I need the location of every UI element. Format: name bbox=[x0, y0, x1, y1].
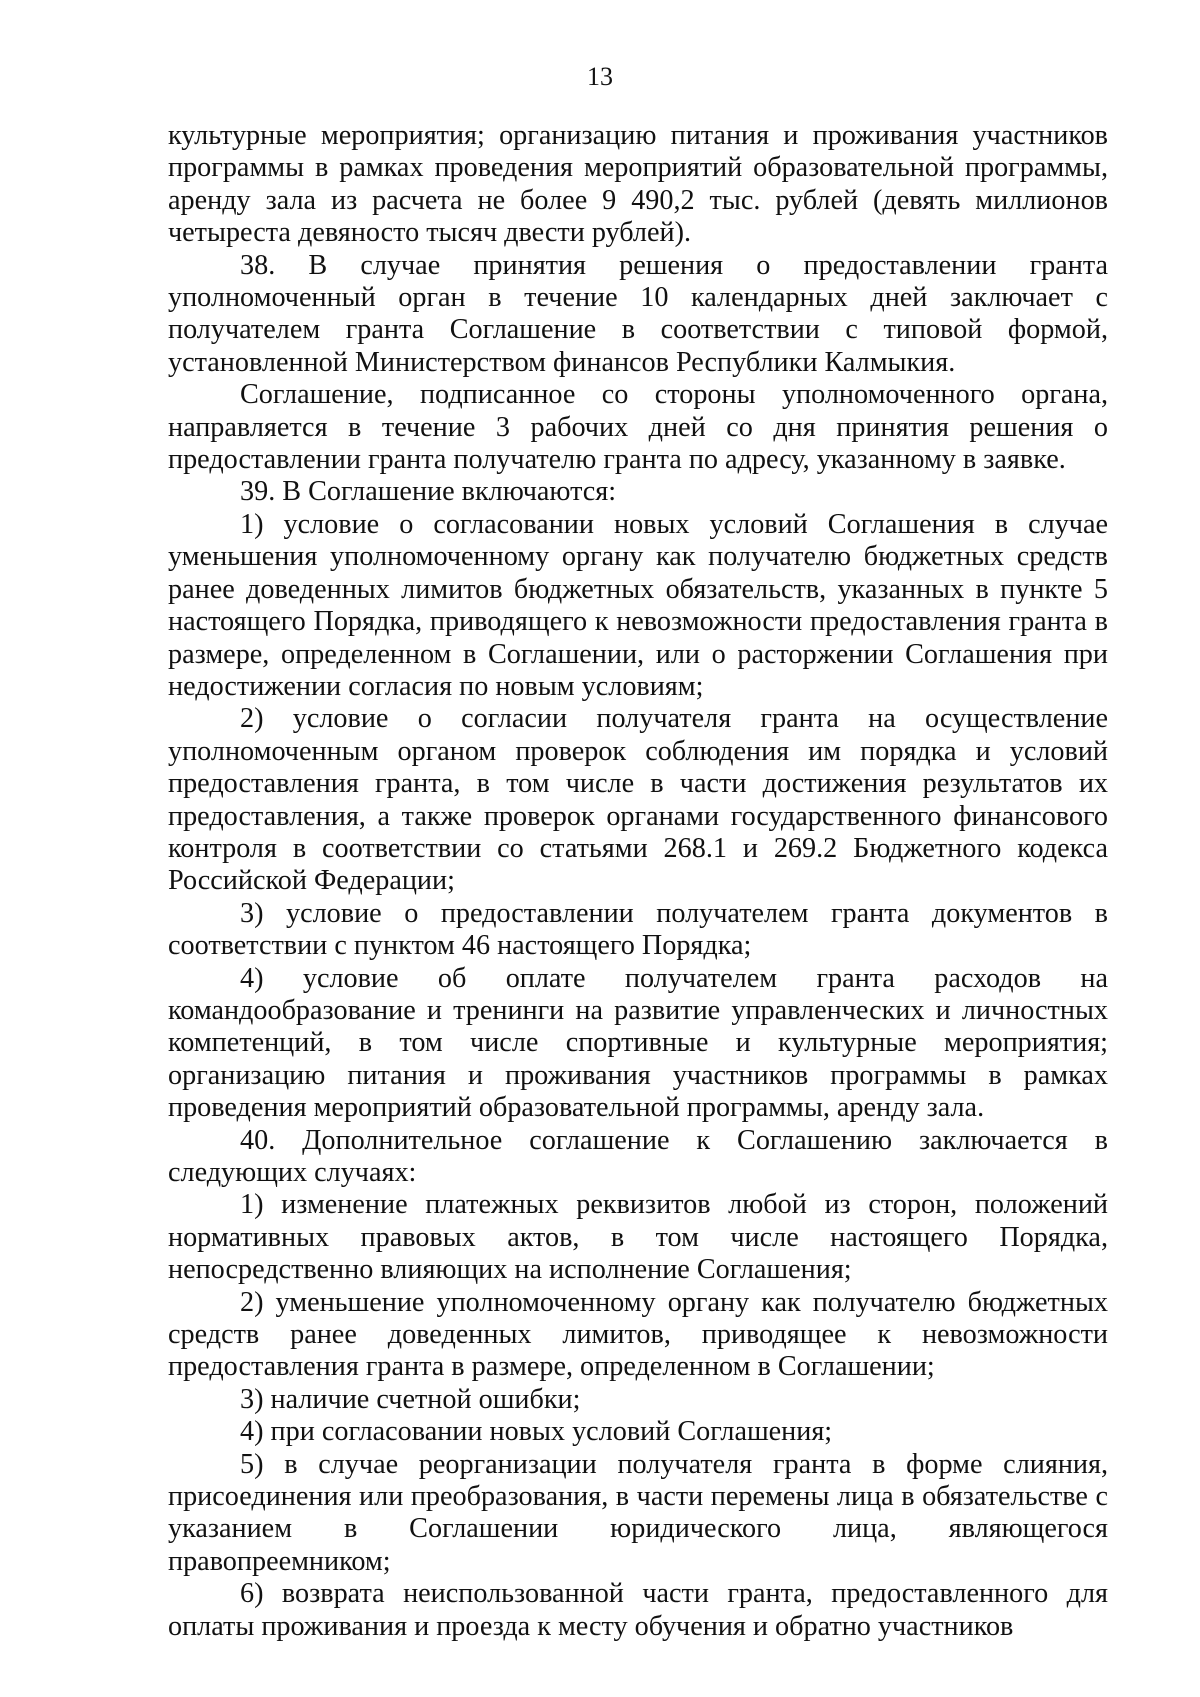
page-number: 13 bbox=[587, 62, 613, 91]
paragraph-40-sub-6: 6) возврата неиспользованной части гранта, предоставленного для оплаты проживания и проезда к месту обучения и обратно участников bbox=[168, 1578, 1108, 1642]
paragraph-item-39: 39. В Соглашение включаются: bbox=[240, 476, 617, 508]
paragraph-item-40: 40. Дополнительное соглашение к Соглашению заключается в следующих случаях: bbox=[168, 1124, 1108, 1188]
paragraph-agreement-sent: Соглашение, подписанное со стороны уполномоченного органа, направляется в течение 3 рабочих дней со дня принятия решения о предоставлении гранта получателю гранта по адресу, указанному в заявке. bbox=[168, 379, 1108, 476]
paragraph-39-sub-3: 3) условие о предоставлении получателем гранта документов в соответствии с пунктом 46 настоящего Порядка; bbox=[168, 897, 1108, 962]
paragraph-item-38: 38. В случае принятия решения о предоставлении гранта уполномоченный орган в течение 10 календарных дней заключает с получателем гранта Соглашение в соответствии с типовой формой, установленной Министерством финансов Республики Калмыкия. bbox=[168, 249, 1108, 378]
paragraph-40-sub-1: 1) изменение платежных реквизитов любой из сторон, положений нормативных правовых актов, в том числе настоящего Порядка, непосредственно влияющих на исполнение Соглашения; bbox=[168, 1189, 1108, 1286]
paragraph-40-sub-2: 2) уменьшение уполномоченному органу как получателю бюджетных средств ранее доведенных лимитов, приводящее к невозможности предоставления гранта в размере, определенном в Соглашении; bbox=[168, 1286, 1108, 1383]
paragraph-continuation: культурные мероприятия; организацию питания и проживания участников программы в рамках проведения мероприятий образовательной программы, аренду зала из расчета не более 9 490,2 тыс. рублей (девять миллионов четыреста девяносто тысяч двести рублей). bbox=[168, 120, 1108, 249]
paragraph-40-sub-4: 4) при согласовании новых условий Соглашения; bbox=[240, 1416, 833, 1448]
document-body bbox=[168, 120, 1108, 1643]
paragraph-39-sub-1: 1) условие о согласовании новых условий Соглашения в случае уменьшения уполномоченному органу как получателю бюджетных средств ранее доведенных лимитов бюджетных обязательств, указанных в пункте 5 настоящего Порядка, приводящего к невозможности предоставления гранта в размере, определенном в Соглашении, или о расторжении Соглашения при недостижении согласия по новым условиям; bbox=[168, 508, 1108, 702]
paragraph-40-sub-5: 5) в случае реорганизации получателя гранта в форме слияния, присоединения или преобразования, в части перемены лица в обязательстве с указанием в Соглашении юридического лица, являющегося правопреемником; bbox=[168, 1448, 1108, 1577]
paragraph-40-sub-3: 3) наличие счетной ошибки; bbox=[240, 1383, 581, 1415]
paragraph-39-sub-4: 4) условие об оплате получателем гранта расходов на командообразование и тренинги на развитие управленческих и личностных компетенций, в том числе спортивные и культурные мероприятия; организацию питания и проживания участников программы в рамках проведения мероприятий образовательной программы, аренду зала. bbox=[168, 962, 1108, 1124]
paragraph-39-sub-2: 2) условие о согласии получателя гранта на осуществление уполномоченным органом проверок соблюдения им порядка и условий предоставления гранта, в том числе в части достижения результатов их предоставления, а также проверок органами государственного финансового контроля в соответствии со статьями 268.1 и 269.2 Бюджетного кодекса Российской Федерации; bbox=[168, 703, 1108, 897]
